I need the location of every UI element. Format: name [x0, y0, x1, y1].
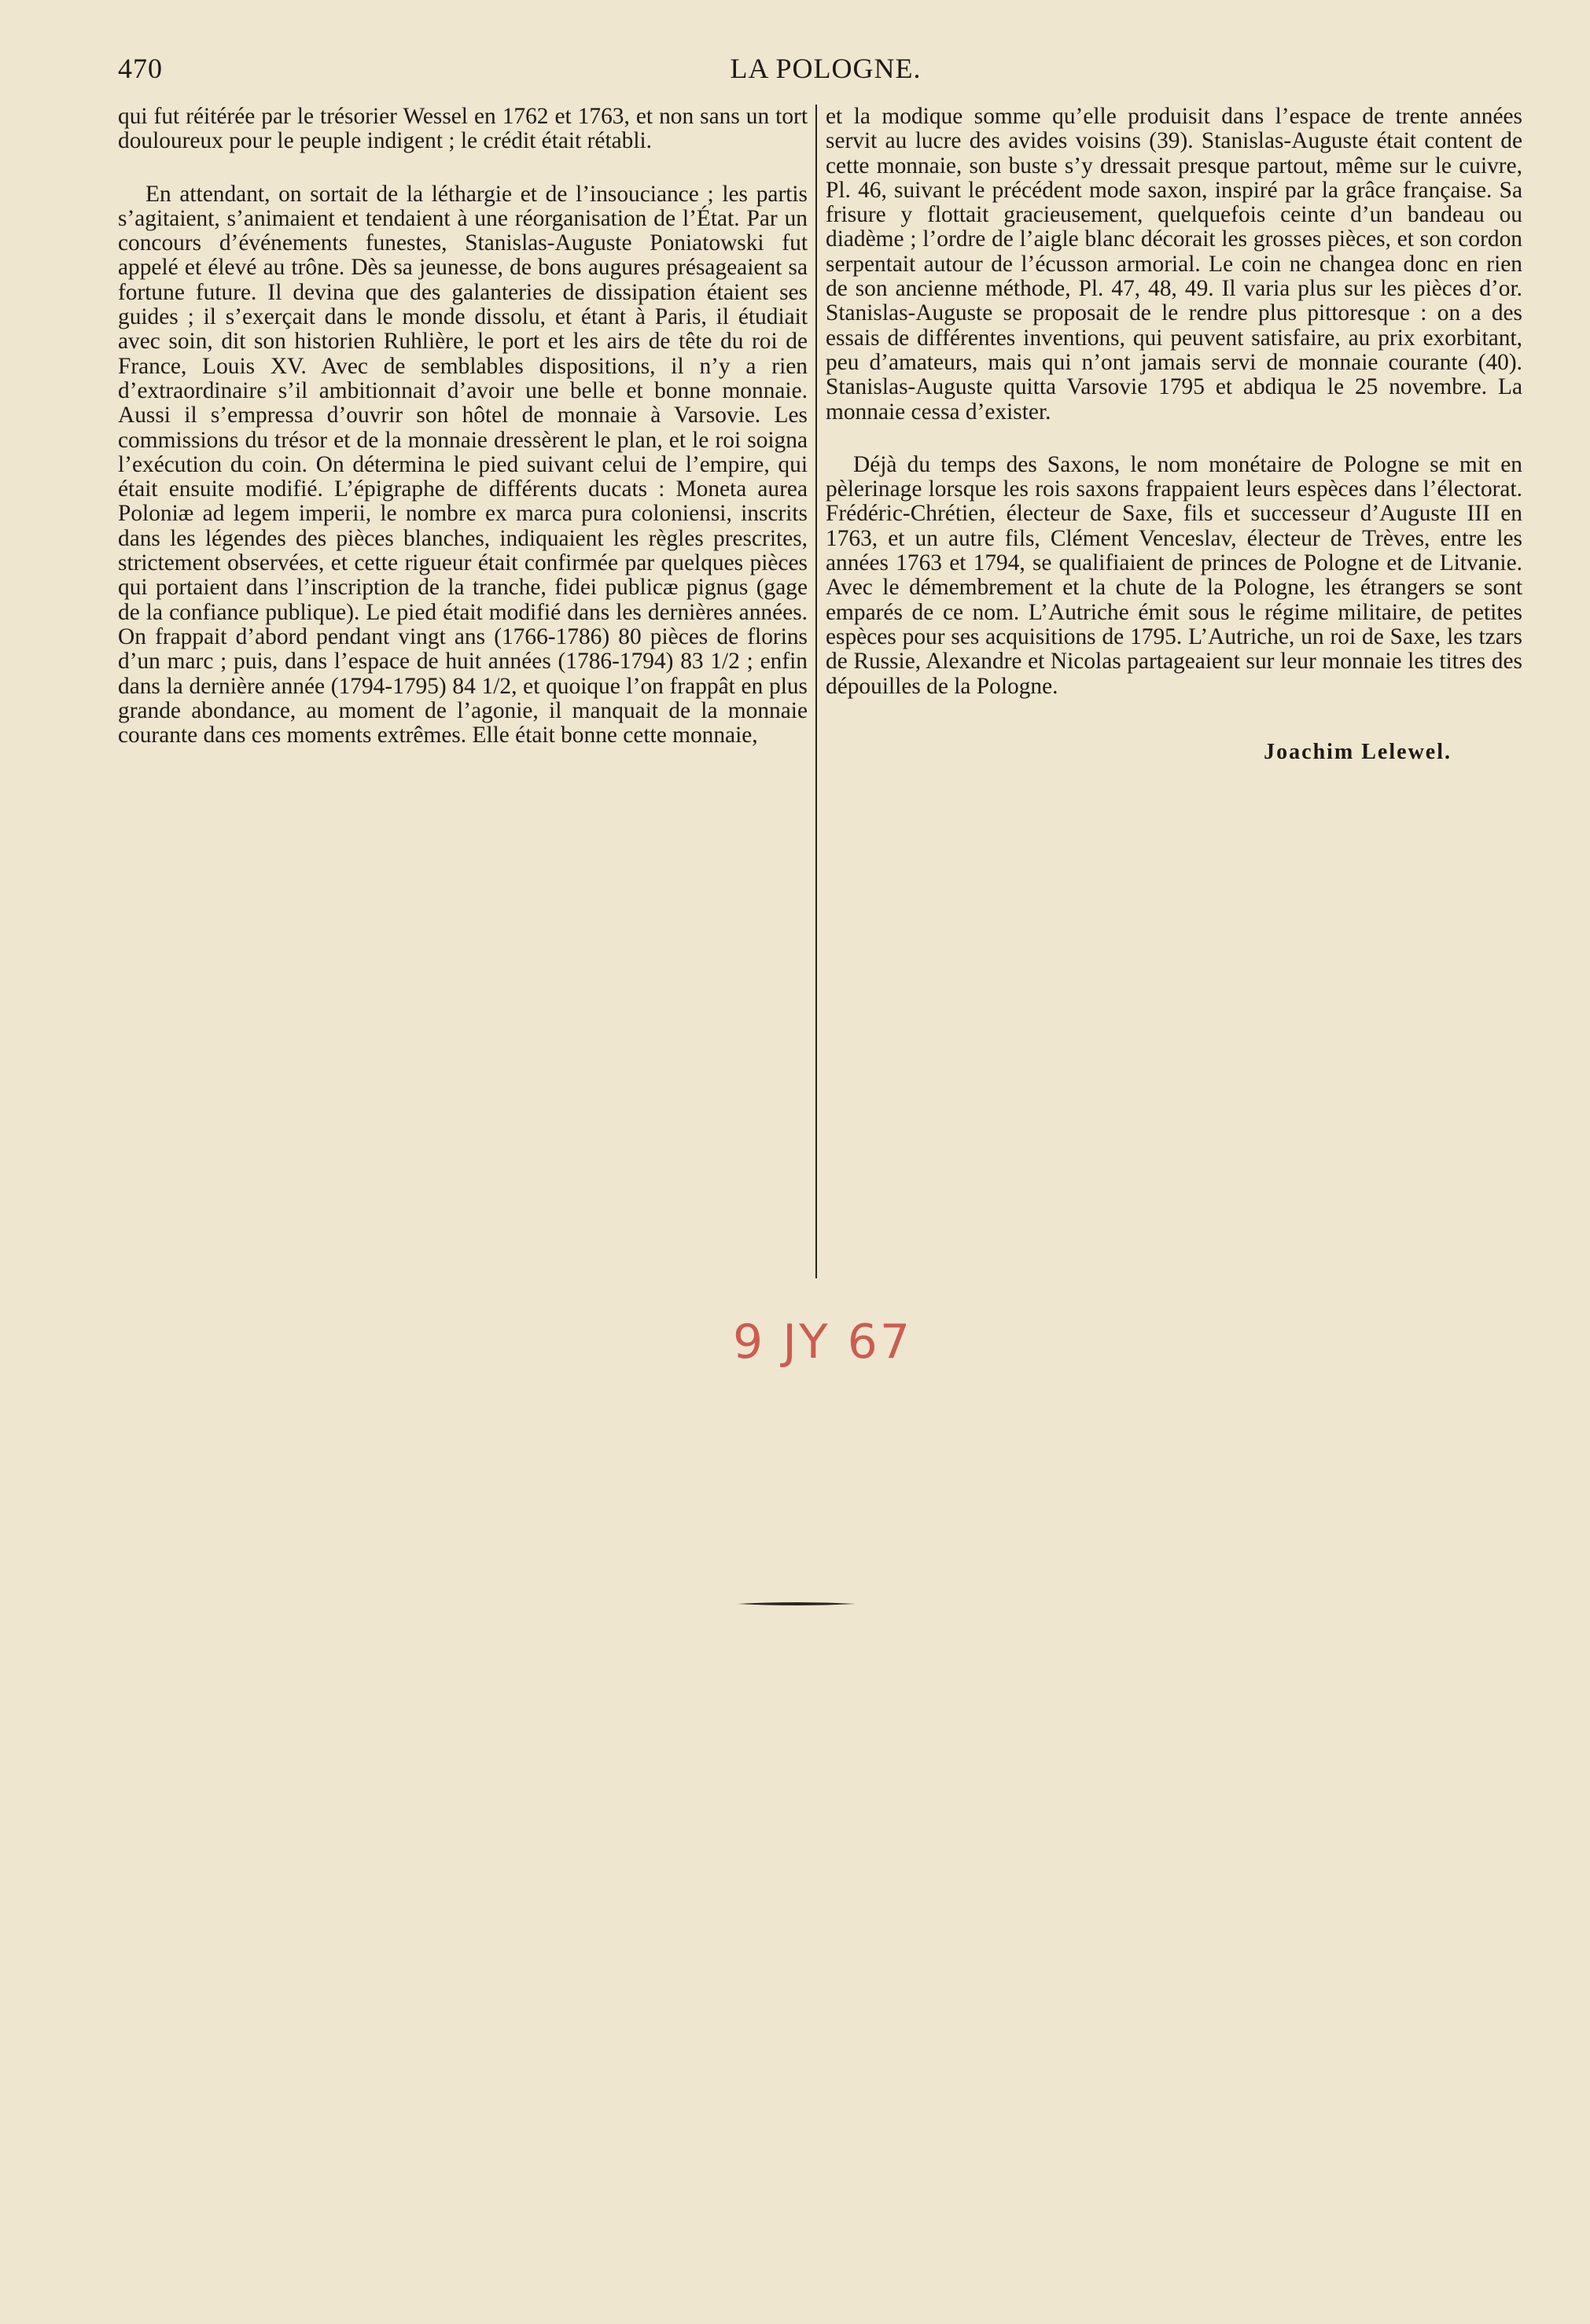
- page-number: 470: [118, 53, 163, 84]
- author-signature: Joachim Lelewel.: [1264, 739, 1452, 764]
- paragraph: qui fut réitérée par le trésorier Wessel en 1762 et 1763, et non sans un tort douloureux pour le peuple indigent ; le crédit était rétabli.: [118, 104, 808, 154]
- running-title: LA POLOGNE.: [730, 53, 922, 84]
- left-column: [118, 105, 808, 748]
- end-rule: [738, 1601, 856, 1606]
- paragraph: Déjà du temps des Saxons, le nom monétaire de Pologne se mit en pèlerinage lorsque les rois saxons frappaient leurs espèces dans l’électorat. Frédéric-Chrétien, électeur de Saxe, fils et successeur d’Auguste III en 1763, et un autre fils, Clément Venceslav, électeur de Trèves, entre les années 1763 et 1794, se qualifiaient de princes de Pologne et de Litvanie. Avec le démembrement et la chute de la Pologne, les étrangers se sont emparés de ce nom. L’Autriche émit sous le régime militaire, de petites espèces pour ses acquisitions de 1795. L’Autriche, un roi de Saxe, les tzars de Russie, Alexandre et Nicolas partageaient sur leur monnaie les titres des dépouilles de la Pologne.: [826, 451, 1522, 699]
- paragraph: et la modique somme qu’elle produisit dans l’espace de trente années servit au lucre des avides voisins (39). Stanislas-Auguste était content de cette monnaie, son buste s’y dressait presque partout, même sur le cuivre, Pl. 46, suivant le précédent mode saxon, inspiré par la grâce française. Sa frisure y flottait gracieusement, quelquefois ceinte d’un bandeau ou diadème ; l’ordre de l’aigle blanc décorait les grosses pièces, et son cordon serpentait autour de l’écusson armorial. Le coin ne changea donc en rien de son ancienne méthode, Pl. 47, 48, 49. Il varia plus sur les pièces d’or. Stanislas-Auguste se proposait de le rendre plus pittoresque : on a des essais de différentes inventions, qui peuvent satisfaire, au prix exorbitant, peu d’amateurs, mais qui n’ont jamais servi de monnaie courante (40). Stanislas-Auguste quitta Varsovie 1795 et abdiqua le 25 novembre. La monnaie cessa d’exister.: [826, 104, 1522, 425]
- paragraph: En attendant, on sortait de la léthargie et de l’insouciance ; les partis s’agitaient, s’animaient et tendaient à une réorganisation de l’État. Par un concours d’événements funestes, Stanislas-Auguste Poniatowski fut appelé et élevé au trône. Dès sa jeunesse, de bons augures présageaient sa fortune future. Il devina que des galanteries de dissipation étaient ses guides ; il s’exerçait dans le monde dissolu, et étant à Paris, il étudiait avec soin, dit son historien Ruhlière, le port et les airs de tête du roi de France, Louis XV. Avec de semblables dispositions, il n’y a rien d’extraordinaire s’il ambitionnait d’avoir une belle et bonne monnaie. Aussi il s’empressa d’ouvrir son hôtel de monnaie à Varsovie. Les commissions du trésor et de la monnaie dressèrent le plan, et le roi soigna l’exécution du coin. On détermina le pied suivant celui de l’empire, qui était ensuite modifié. L’épigraphe de différents ducats : Moneta aurea Poloniæ ad legem imperii, le nombre ex marca pura coloniensi, inscrits dans les légendes des pièces blanches, indiquaient les règles prescrites, strictement observées, et cette rigueur était confirmée par quelques pièces qui portaient dans l’inscription de la tranche, fidei publicæ pignus (gage de la confiance publique). Le pied était modifié dans les dernières années. On frappait d’abord pendant vingt ans (1766-1786) 80 pièces de florins d’un marc ; puis, dans l’espace de huit années (1786-1794) 83 1/2 ; enfin dans la dernière année (1794-1795) 84 1/2, et quoique l’on frappât en plus grande abondance, au moment de l’agonie, il manquait de la monnaie courante dans ces moments extrêmes. Elle était bonne cette monnaie,: [118, 181, 808, 748]
- page-header: [118, 52, 1533, 91]
- right-column: [826, 105, 1522, 764]
- column-divider: [815, 105, 817, 1278]
- date-stamp: 9 JY 67: [733, 1315, 913, 1370]
